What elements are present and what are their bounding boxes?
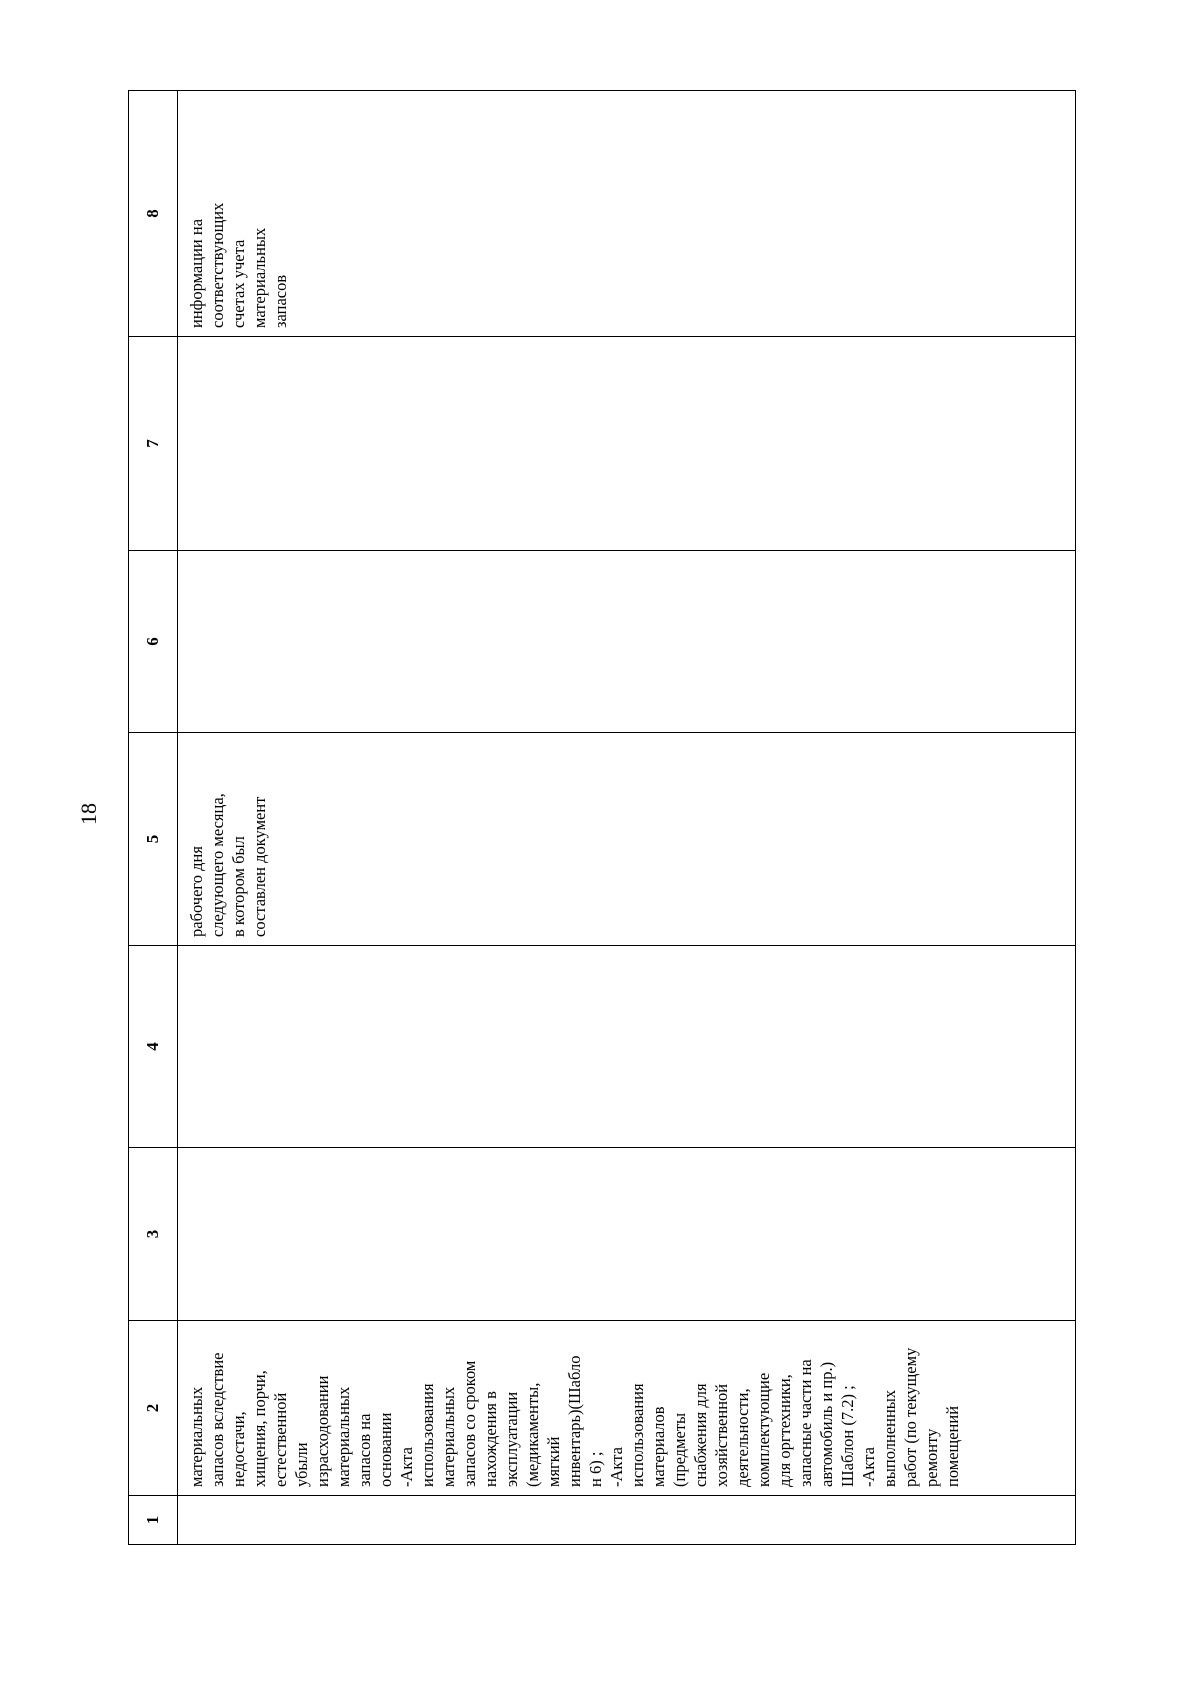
cell-text-line: запасов на (355, 1413, 374, 1487)
cell-text-line: для оргтехники, (775, 1374, 794, 1487)
cell-text-line: составлен документ (250, 796, 269, 937)
header-col-1: 1 (129, 1496, 178, 1545)
cell-text-line: снабжения для (691, 1383, 710, 1487)
cell-text-line: запасов (271, 274, 290, 328)
cell-text-line: (предметы (670, 1412, 689, 1487)
cell-text-line: материалов (649, 1406, 668, 1487)
cell-text-line: запасов со сроком (460, 1360, 479, 1487)
cell-text-line: недостачи, (229, 1411, 248, 1487)
cell-col-5 (178, 733, 1076, 946)
cell-text-line: Шаблон (7.2) ; (838, 1385, 857, 1487)
cell-text-line: хищения, порчи, (250, 1370, 269, 1487)
cell-text-line: мягкий (544, 1436, 563, 1487)
rotated-table-sheet (128, 91, 1076, 1545)
cell-text-line: помещений (943, 1405, 962, 1487)
cell-text-line: основании (376, 1412, 395, 1487)
cell-text-line: убыли (292, 1442, 311, 1487)
cell-text-line: автомобиль и пр.) (817, 1361, 836, 1487)
cell-text-line: рабочего дня (187, 846, 206, 937)
cell-text-line: израсходовании (313, 1375, 332, 1487)
cell-text-line: н 6) ; (586, 1451, 605, 1487)
cell-text-line: естественной (271, 1392, 290, 1487)
cell-text-line: запасные части на (796, 1359, 815, 1487)
table-row (178, 91, 1076, 1545)
cell-text-line: -Акта (607, 1447, 626, 1487)
cell-text-line: инвентарь)(Шабло (565, 1355, 584, 1487)
cell-text-line: использования (418, 1383, 437, 1487)
header-col-3: 3 (129, 1148, 178, 1321)
cell-col-6 (178, 551, 1076, 733)
cell-text-line: информации на (187, 218, 206, 328)
header-col-7: 7 (129, 337, 178, 551)
header-col-4: 4 (129, 946, 178, 1148)
cell-text-line: -Акта (859, 1447, 878, 1487)
header-col-2: 2 (129, 1321, 178, 1496)
cell-text-line: материальных (439, 1386, 458, 1487)
cell-text-line: выполненных (880, 1389, 899, 1487)
cell-col-3 (178, 1148, 1076, 1321)
cell-text-line: эксплуатации (502, 1391, 521, 1487)
cell-col-1 (178, 1496, 1076, 1545)
cell-text-line: материальных (187, 1386, 206, 1487)
header-col-8: 8 (129, 91, 178, 337)
cell-text-line: деятельности, (733, 1388, 752, 1487)
cell-text-line: соответствующих (208, 202, 227, 328)
cell-col-8 (178, 91, 1076, 337)
header-col-6: 6 (129, 551, 178, 733)
cell-text-line: в котором был (229, 836, 248, 937)
cell-text-line: -Акта (397, 1447, 416, 1487)
cell-text-line: комплектующие (754, 1372, 773, 1487)
cell-text-line: материальных (334, 1386, 353, 1487)
header-col-5: 5 (129, 733, 178, 946)
cell-col-4 (178, 946, 1076, 1148)
cell-text-line: запасов вследствие (208, 1352, 227, 1487)
header-row (129, 91, 178, 1545)
cell-text-line: работ (по текущему (901, 1347, 920, 1487)
cell-text-line: материальных (250, 227, 269, 328)
page-number: 18 (76, 803, 101, 825)
cell-text-line: использования (628, 1383, 647, 1487)
cell-text-line: (медикаменты, (523, 1382, 542, 1487)
cell-text-line: счетах учета (229, 239, 248, 328)
cell-text-line: нахождения в (481, 1391, 500, 1487)
cell-col-7 (178, 337, 1076, 551)
cell-col-2 (178, 1321, 1076, 1496)
cell-text-line: ремонту (922, 1428, 941, 1487)
cell-text-line: следующего месяца, (208, 793, 227, 937)
cell-text-line: хозяйственной (712, 1383, 731, 1487)
register-table (128, 90, 1076, 1545)
